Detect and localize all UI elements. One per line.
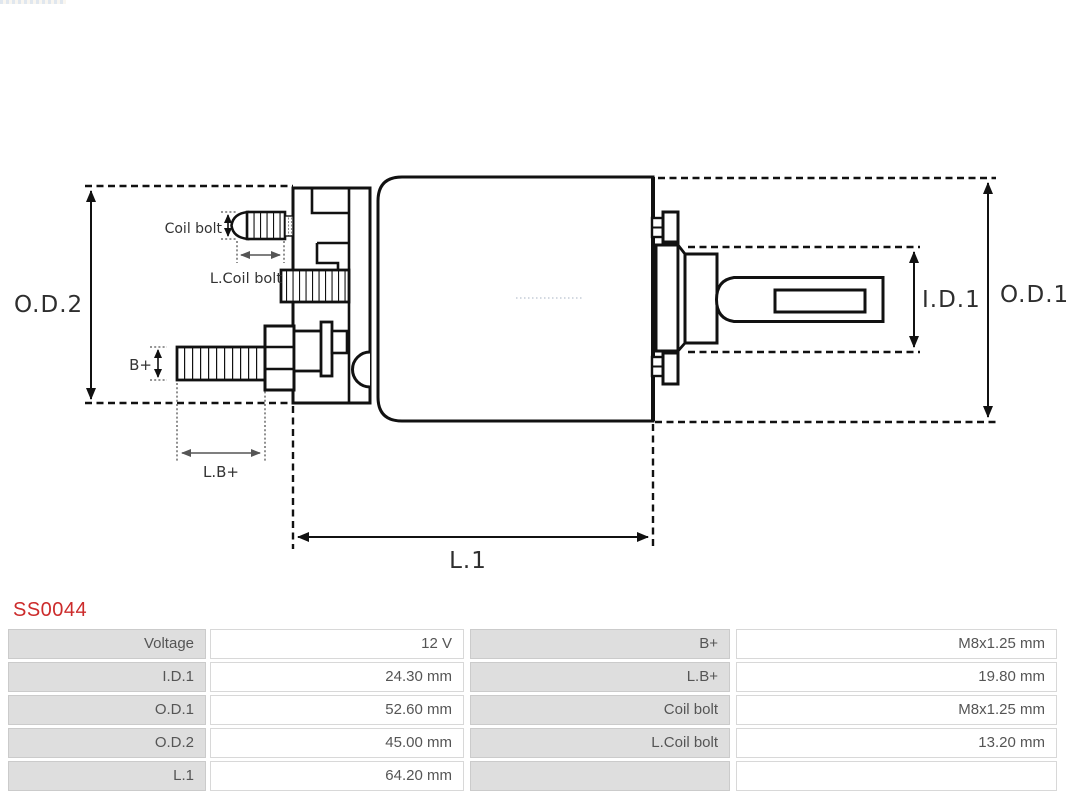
b-plus-thread	[177, 347, 265, 380]
spec-label: O.D.2	[8, 728, 206, 758]
spec-row	[8, 761, 1057, 791]
coil-bolt-head	[232, 212, 249, 239]
spec-row	[8, 695, 1057, 725]
spec-label: L.B+	[470, 662, 730, 692]
coil-bolt-thread	[247, 212, 285, 239]
spec-label: B+	[470, 629, 730, 659]
plunger-slot	[775, 290, 865, 312]
solenoid-body	[177, 177, 883, 421]
spec-value	[736, 761, 1057, 791]
spec-value: 24.30 mm	[210, 662, 464, 692]
spec-label: Coil bolt	[470, 695, 730, 725]
spec-label	[470, 761, 730, 791]
spec-value: 12 V	[210, 629, 464, 659]
cylinder-outline	[378, 177, 653, 421]
spec-row	[8, 629, 1057, 659]
spec-table	[8, 629, 1057, 794]
b-plus-nut	[265, 326, 294, 390]
spec-value: 13.20 mm	[736, 728, 1057, 758]
spec-label: I.D.1	[8, 662, 206, 692]
spec-row	[8, 728, 1057, 758]
dim-label-od1: O.D.1	[1000, 282, 1070, 308]
dim-label-id1: I.D.1	[922, 287, 981, 313]
spec-value: M8x1.25 mm	[736, 629, 1057, 659]
spec-label: Voltage	[8, 629, 206, 659]
spec-row	[8, 662, 1057, 692]
dim-label-l-coil-bolt: L.Coil bolt	[209, 271, 282, 287]
spec-value: 52.60 mm	[210, 695, 464, 725]
spec-value: 64.20 mm	[210, 761, 464, 791]
part-number-heading: SS0044	[13, 599, 88, 621]
spec-label: L.1	[8, 761, 206, 791]
dim-label-l-b-plus: L.B+	[203, 463, 239, 481]
coil-bolt-bushing	[281, 270, 349, 302]
plunger-assembly	[656, 245, 883, 351]
dim-label-coil-bolt: Coil bolt	[164, 221, 222, 237]
spec-label: O.D.1	[8, 695, 206, 725]
spec-value: 45.00 mm	[210, 728, 464, 758]
spec-value: 19.80 mm	[736, 662, 1057, 692]
spec-label: L.Coil bolt	[470, 728, 730, 758]
dim-label-b-plus: B+	[129, 356, 152, 374]
spec-value: M8x1.25 mm	[736, 695, 1057, 725]
dim-label-od2: O.D.2	[14, 292, 84, 318]
dim-label-l1: L.1	[449, 548, 487, 574]
